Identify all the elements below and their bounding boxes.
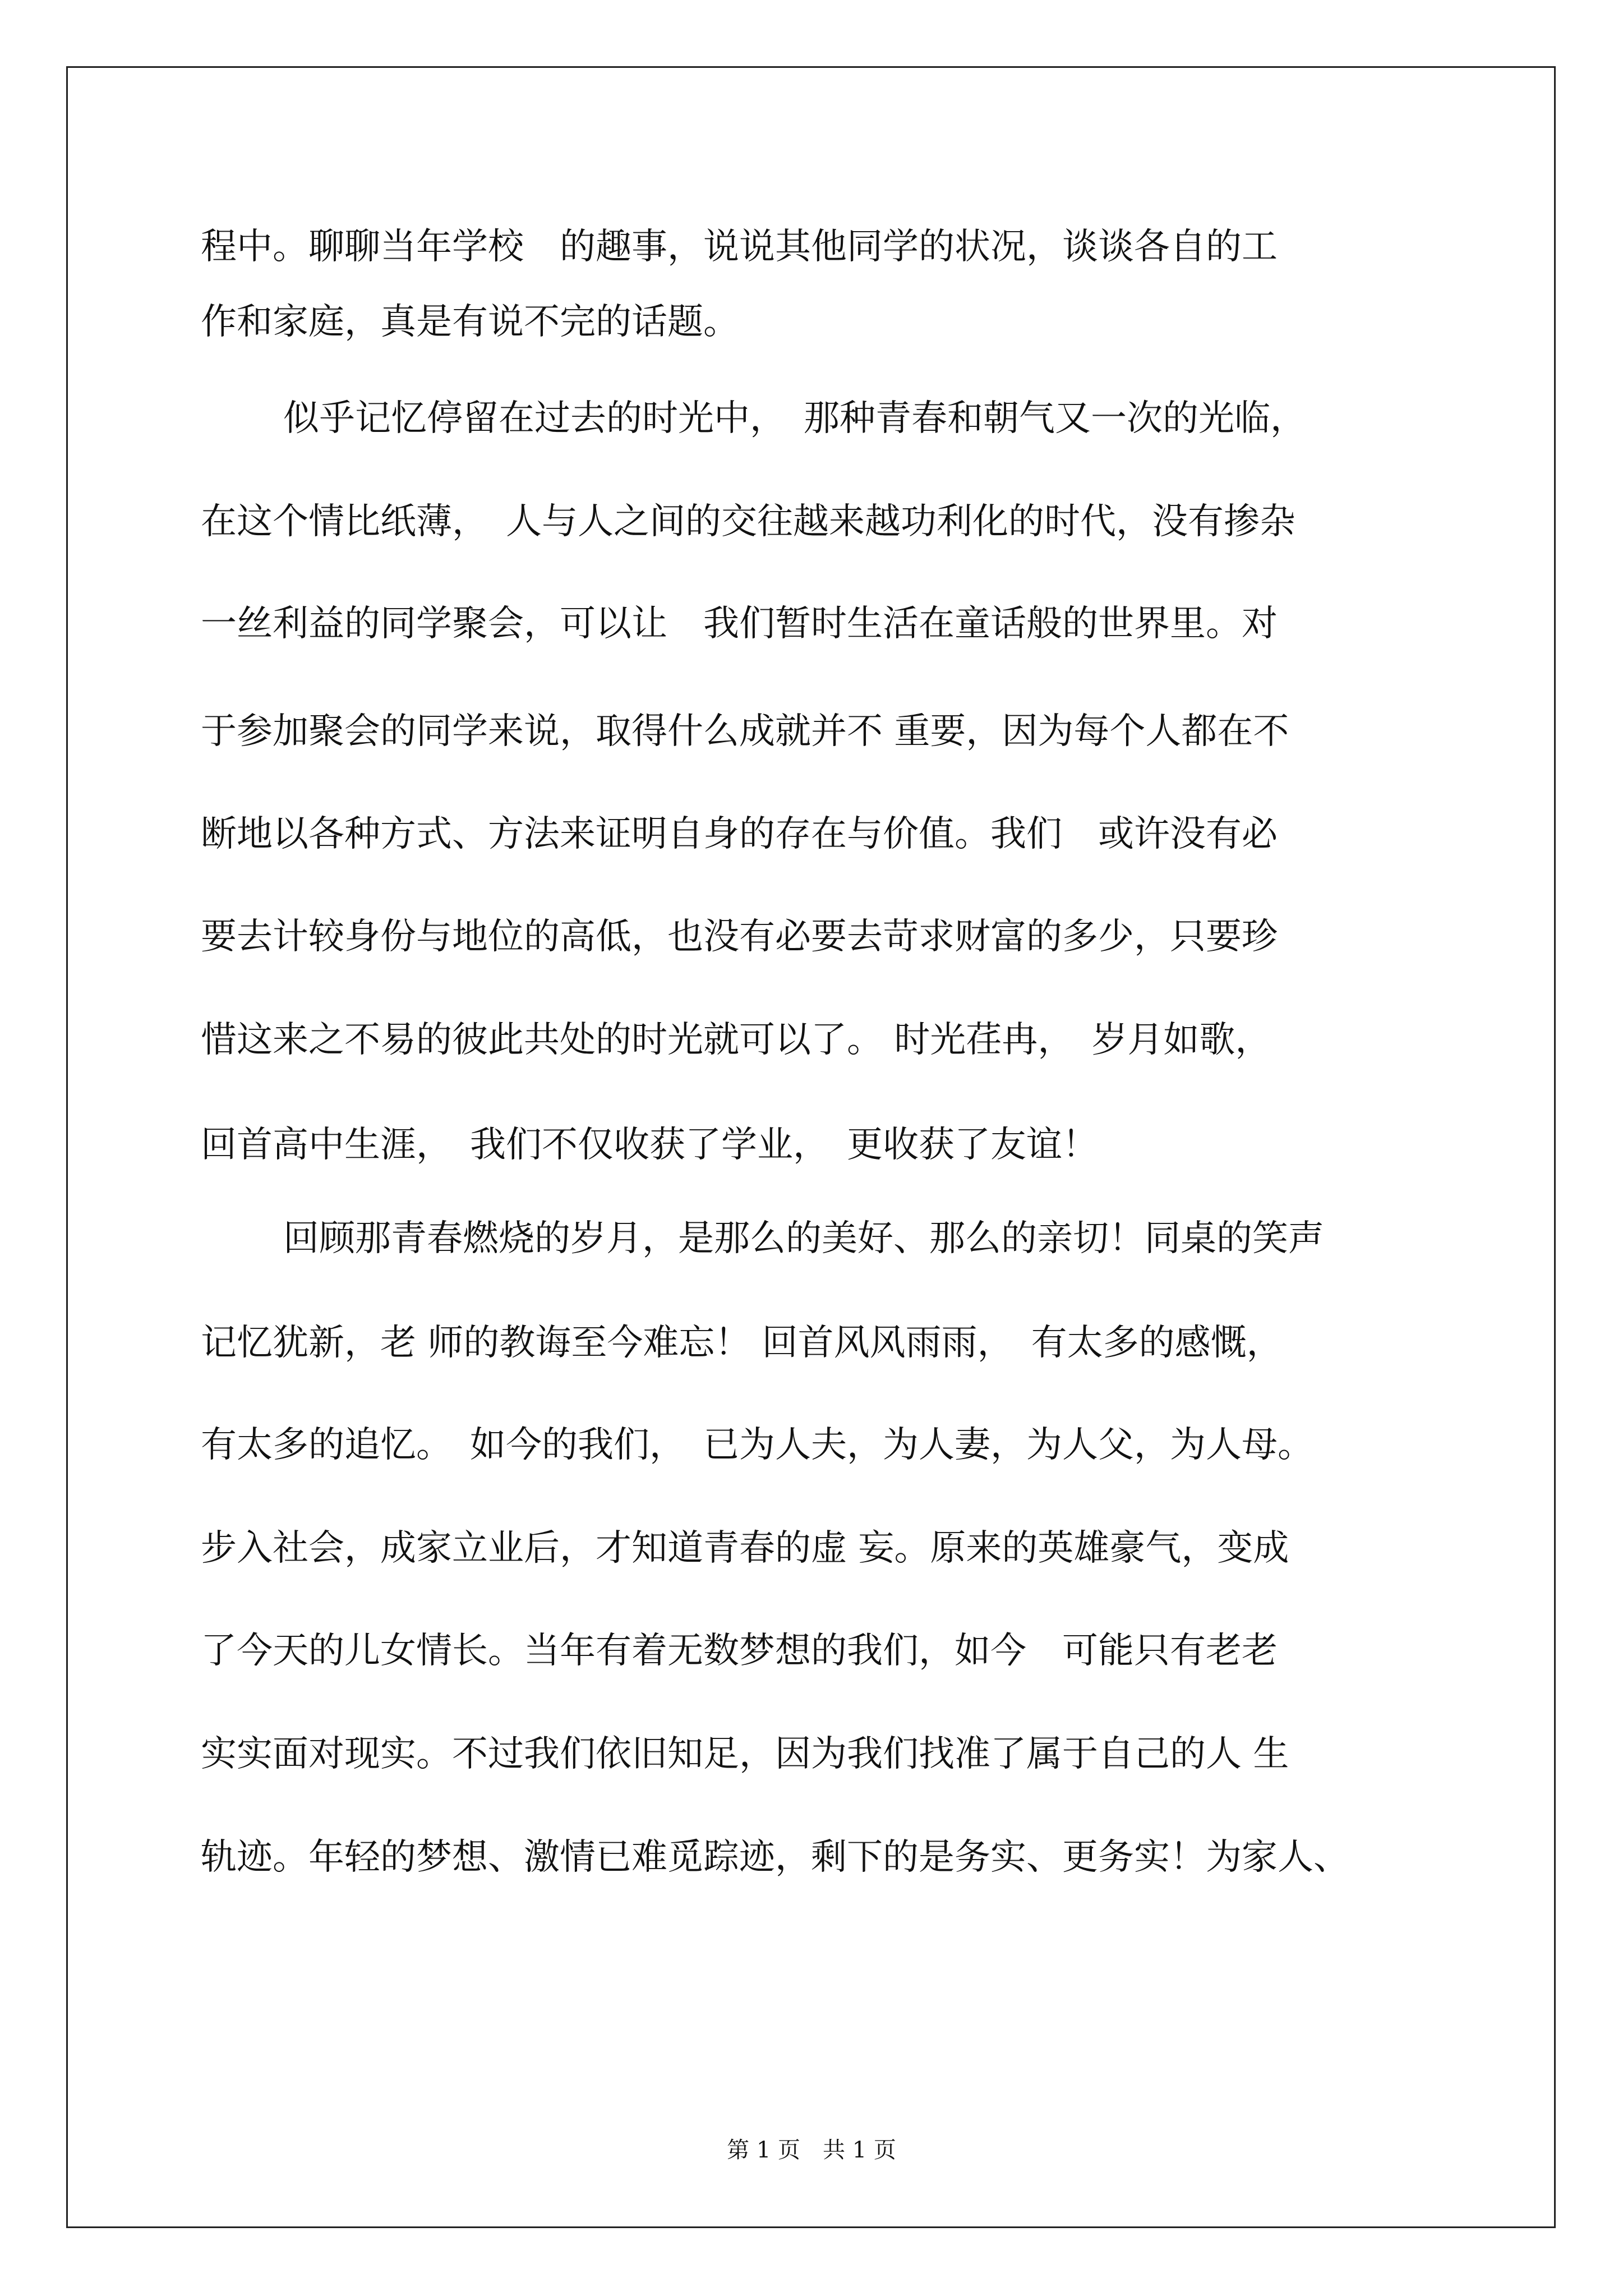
page-number-footer: 第 1 页 共 1 页 (727, 2137, 896, 2163)
text-line: 一丝利益的同学聚会，可以让 我们暂时生活在童话般的世界里。对 (201, 603, 1278, 645)
text-line: 轨迹。年轻的梦想、激情已难觅踪迹，剩下的是务实、更务实！为家人、 (201, 1837, 1349, 1878)
paragraph-start-line: 回顾那青春燃烧的岁月，是那么的美好、那么的亲切！同桌的笑声 (283, 1218, 1324, 1259)
text-line: 实实面对现实。不过我们依旧知足，因为我们找准了属于自己的人 生 (201, 1733, 1289, 1775)
text-line: 于参加聚会的同学来说，取得什么成就并不 重要，因为每个人都在不 (201, 711, 1289, 752)
text-line: 有太多的追忆。 如今的我们， 已为人夫，为人妻，为人父，为人母。 (201, 1424, 1313, 1466)
text-line: 作和家庭，真是有说不完的话题。 (201, 301, 739, 343)
text-line: 惜这来之不易的彼此共处的时光就可以了。 时光荏冉， 岁月如歌， (201, 1019, 1271, 1061)
text-line: 回首高中生涯， 我们不仅收获了学业， 更收获了友谊！ (201, 1124, 1098, 1166)
text-line: 在这个情比纸薄， 人与人之间的交往越来越功利化的时代，没有掺杂 (201, 501, 1295, 542)
paragraph-start-line: 似乎记忆停留在过去的时光中， 那种青春和朝气又一次的光临， (283, 398, 1306, 439)
text-line: 要去计较身份与地位的高低，也没有必要去苛求财富的多少，只要珍 (201, 916, 1278, 958)
text-line: 了今天的儿女情长。当年有着无数梦想的我们，如今 可能只有老老 (201, 1630, 1278, 1672)
text-line: 步入社会，成家立业后，才知道青春的虚 妄。原来的英雄豪气，变成 (201, 1527, 1289, 1569)
text-line: 程中。聊聊当年学校 的趣事，说说其他同学的状况，谈谈各自的工 (201, 226, 1278, 268)
text-line: 断地以各种方式、方法来证明自身的存在与价值。我们 或许没有必 (201, 813, 1278, 855)
text-line: 记忆犹新，老 师的教诲至今难忘！ 回首风风雨雨， 有太多的感慨， (201, 1322, 1283, 1364)
